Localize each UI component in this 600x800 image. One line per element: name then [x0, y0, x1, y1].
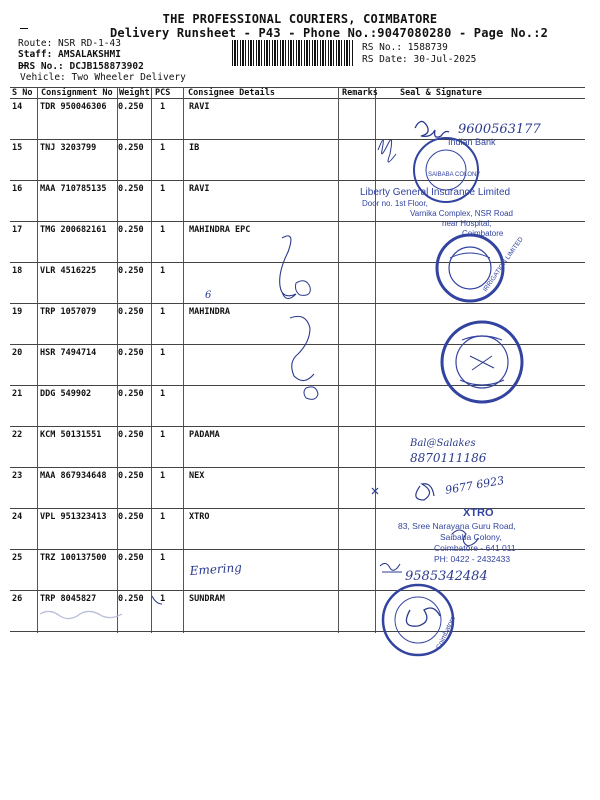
cell-weight: 0.250 — [118, 184, 144, 194]
coimbatore-round-stamp — [383, 585, 457, 655]
cell-weight: 0.250 — [118, 102, 144, 112]
signature-row26 — [406, 608, 440, 626]
liberty-line4: Coimbatore — [462, 229, 504, 238]
cell-consignment: HSR 7494714 — [40, 348, 97, 358]
signature-row19 — [290, 316, 314, 380]
cell-consignment: TRZ 100137500 — [40, 553, 107, 563]
ink-mark-row19: 6 — [205, 290, 212, 301]
cell-weight: 0.250 — [118, 430, 144, 440]
cell-pcs: 1 — [160, 102, 166, 112]
cell-consignee: PADAMA — [189, 430, 220, 440]
handwritten-name-row25: Emering — [189, 560, 243, 578]
cell-sno: 24 — [12, 512, 23, 522]
col-header-sno: S No — [12, 88, 33, 98]
signature-row21 — [304, 387, 318, 399]
mahindra-round-stamp — [442, 322, 522, 402]
cell-pcs: 1 — [160, 553, 166, 563]
cell-weight: 0.250 — [118, 143, 144, 153]
irrigation-text: IRRIGATION LIMITED — [481, 235, 525, 294]
staff-label: Staff: AMSALAKSHMI — [18, 49, 121, 60]
cell-weight: 0.250 — [118, 512, 144, 522]
cell-pcs: 1 — [160, 389, 166, 399]
cell-weight: 0.250 — [118, 348, 144, 358]
cell-consignee: RAVI — [189, 184, 210, 194]
cell-weight: 0.250 — [118, 594, 144, 604]
cell-pcs: 1 — [160, 225, 166, 235]
scribble-row15 — [378, 140, 396, 162]
cell-sno: 26 — [12, 594, 23, 604]
cell-consignment: MAA 710785135 — [40, 184, 107, 194]
cell-consignee: NEX — [189, 471, 205, 481]
cell-consignment: TRP 8045827 — [40, 594, 97, 604]
cell-pcs: 1 — [160, 266, 166, 276]
cell-consignment: TNJ 3203799 — [40, 143, 97, 153]
cell-weight: 0.250 — [118, 471, 144, 481]
cell-pcs: 1 — [160, 430, 166, 440]
cell-sno: 16 — [12, 184, 23, 194]
handwritten-phone-row25: 9585342484 — [405, 569, 488, 584]
liberty-title: Liberty General Insurance Limited — [360, 187, 511, 198]
rs-date: RS Date: 30-Jul-2025 — [362, 54, 477, 65]
cell-pcs: 1 — [160, 307, 166, 317]
runsheet-subtitle: Delivery Runsheet - P43 - Phone No.:9047080280 - Page No.:2 — [110, 26, 549, 40]
cell-sno: 19 — [12, 307, 23, 317]
cell-consignment: DDG 549902 — [40, 389, 92, 399]
pen-mark-row26 — [152, 596, 162, 604]
cell-consignment: VLR 4516225 — [40, 266, 97, 276]
liberty-insurance-stamp — [360, 187, 513, 238]
col-header-weight: Weight — [119, 88, 150, 98]
cell-consignee: RAVI — [189, 102, 210, 112]
cell-sno: 23 — [12, 471, 23, 481]
xtro-stamp — [398, 507, 516, 564]
cell-consignment: TRP 1057079 — [40, 307, 97, 317]
liberty-line3: near Hospital, — [442, 219, 492, 228]
cell-pcs: 1 — [160, 594, 166, 604]
cell-consignment: VPL 951323413 — [40, 512, 107, 522]
rs-number: RS No.: 1588739 — [362, 42, 448, 53]
xtro-line1: 83, Sree Narayana Guru Road, — [398, 521, 516, 531]
cell-sno: 21 — [12, 389, 23, 399]
cell-consignee: XTRO — [189, 512, 210, 522]
cell-sno: 20 — [12, 348, 23, 358]
cell-weight: 0.250 — [118, 553, 144, 563]
round-stamp-text: Coimbatore — [435, 615, 458, 651]
signature-row14 — [415, 121, 449, 137]
cell-pcs: 1 — [160, 471, 166, 481]
handwritten-phone-row14: 9600563177 — [458, 122, 541, 137]
irrigation-stamp — [437, 235, 525, 301]
cell-pcs: 1 — [160, 512, 166, 522]
cell-sno: 22 — [12, 430, 23, 440]
drs-number: DRS No.: DCJB158873902 — [18, 61, 144, 72]
signature-row18 — [296, 281, 311, 296]
xtro-line4: PH: 0422 - 2432433 — [434, 554, 511, 564]
col-header-consignee: Consignee Details — [188, 88, 275, 98]
cell-consignment: TDR 950046306 — [40, 102, 107, 112]
vehicle-label: Vehicle: Two Wheeler Delivery — [20, 72, 186, 83]
cell-consignee: MAHINDRA EPC — [189, 225, 251, 235]
cell-sno: 17 — [12, 225, 23, 235]
cell-consignment: MAA 867934648 — [40, 471, 107, 481]
cell-sno: 18 — [12, 266, 23, 276]
bank-stamp-text: Indian Bank — [448, 137, 496, 147]
cell-pcs: 1 — [160, 348, 166, 358]
col-header-pcs: PCS — [155, 88, 171, 98]
cell-consignment: TMG 200682161 — [40, 225, 107, 235]
xtro-line3: Coimbatore - 641 011 — [434, 543, 516, 553]
company-title: THE PROFESSIONAL COURIERS, COIMBATORE — [162, 12, 438, 26]
liberty-line1: Door no. 1st Floor, — [362, 199, 428, 208]
signature-row23 — [372, 484, 434, 500]
cell-consignment: KCM 50131551 — [40, 430, 102, 440]
handwritten-name-row22: Bal@Salakes — [410, 438, 476, 449]
cell-sno: 25 — [12, 553, 23, 563]
signature-row25 — [380, 563, 402, 572]
cell-pcs: 1 — [160, 143, 166, 153]
handwritten-phone-row23: 9677 6923 — [444, 473, 506, 497]
cell-weight: 0.250 — [118, 307, 144, 317]
faded-scribble-row26 — [40, 611, 122, 618]
cell-sno: 15 — [12, 143, 23, 153]
cell-pcs: 1 — [160, 184, 166, 194]
cell-weight: 0.250 — [118, 225, 144, 235]
xtro-line2: Saibaba Colony, — [440, 532, 502, 542]
cell-sno: 14 — [12, 102, 23, 112]
signature-row17 — [280, 236, 296, 299]
handwritten-phone-row22: 8870111186 — [410, 451, 487, 465]
col-header-consignment: Consignment No — [41, 88, 113, 98]
xtro-title: XTRO — [463, 507, 494, 519]
cell-consignee: MAHINDRA — [189, 307, 230, 317]
cell-weight: 0.250 — [118, 266, 144, 276]
cell-consignee: SUNDRAM — [189, 594, 225, 604]
cell-consignee: IB — [189, 143, 200, 153]
cell-weight: 0.250 — [118, 389, 144, 399]
bank-stamp-sub: SAIBABA COLONY — [428, 172, 481, 178]
col-header-seal: Seal & Signature — [400, 88, 482, 98]
route-label: Route: NSR RD-1-43 — [18, 38, 121, 49]
liberty-line2: Varnika Complex, NSR Road — [410, 209, 514, 218]
col-header-remarks: Remarks — [342, 88, 378, 98]
